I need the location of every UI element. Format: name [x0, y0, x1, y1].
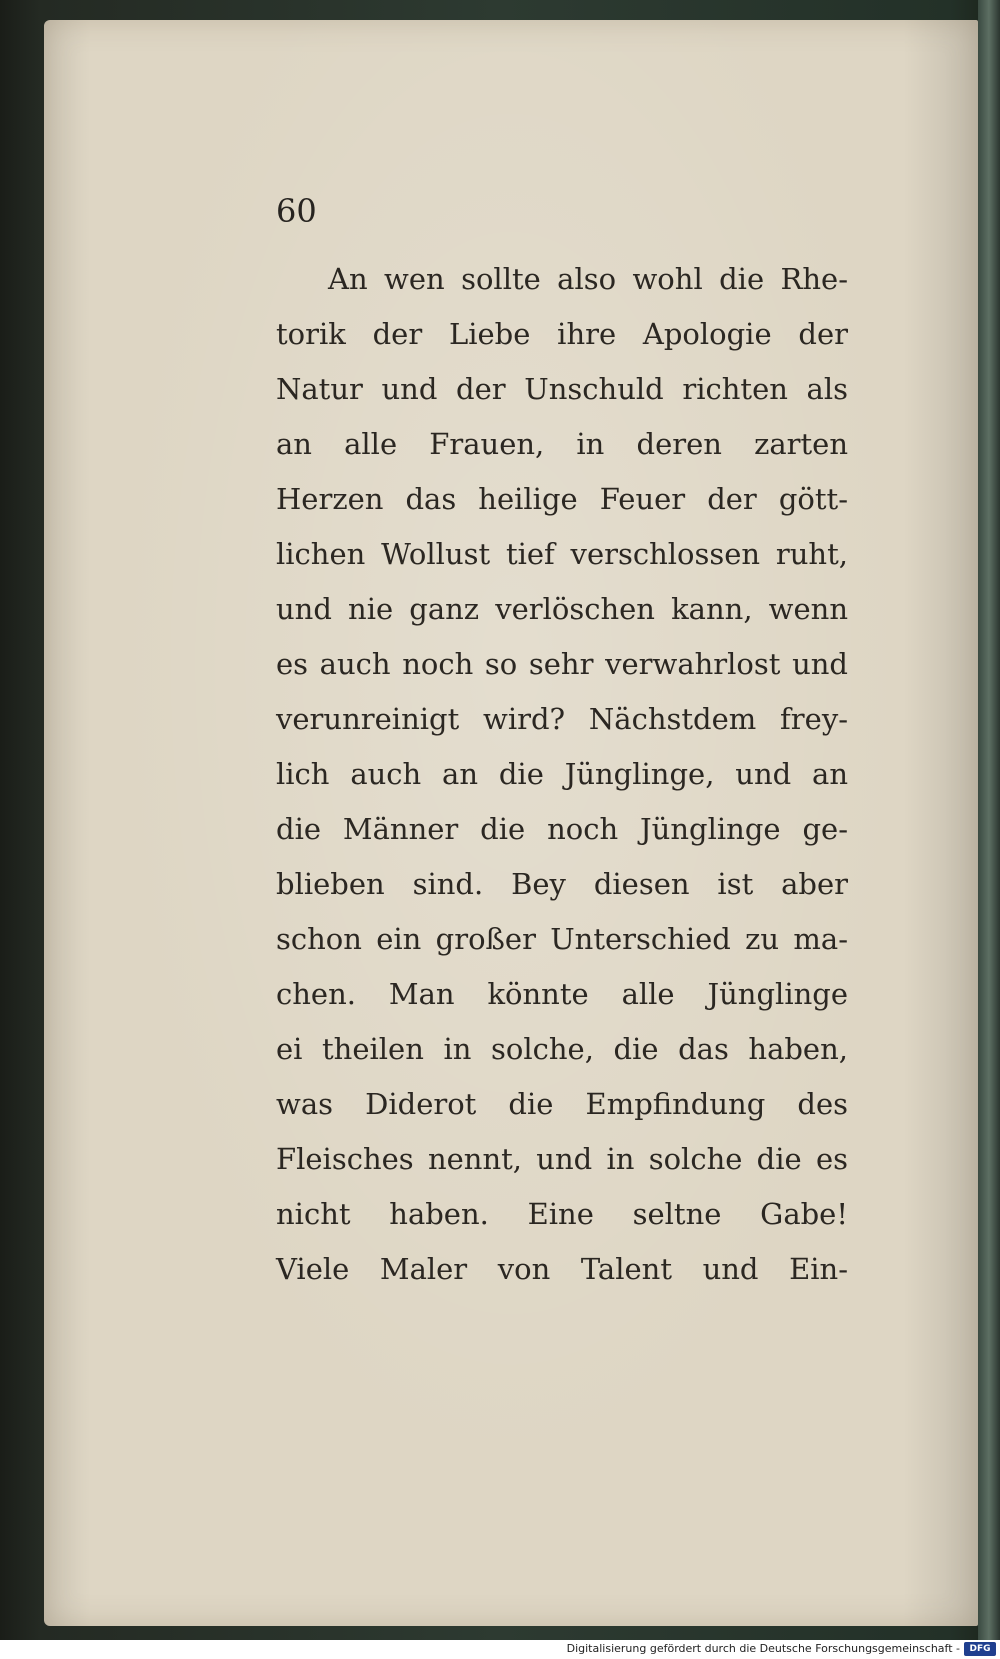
page-number: 60 [276, 192, 317, 230]
text-line: torik der Liebe ihre Apologie der [276, 317, 848, 351]
book-edge [978, 0, 1000, 1640]
text-line: blieben sind. Bey diesen ist aber [276, 867, 848, 901]
text-line: Natur und der Unschuld richten als [276, 372, 848, 406]
text-line: es auch noch so sehr verwahrlost und [276, 647, 848, 681]
text-line: die Männer die noch Jünglinge ge- [276, 812, 848, 846]
text-line: Fleisches nennt, und in solche die es [276, 1142, 848, 1176]
text-line: was Diderot die Empfindung des [276, 1087, 848, 1121]
funding-credit: Digitalisierung gefördert durch die Deutsche Forschungsgemeinschaft - [566, 1642, 960, 1655]
text-line: ei theilen in solche, die das haben, [276, 1032, 848, 1066]
text-line: Herzen das heilige Feuer der gött- [276, 482, 848, 516]
text-line: und nie ganz verlöschen kann, wenn [276, 592, 848, 626]
text-line: an alle Frauen, in deren zarten [276, 427, 848, 461]
text-line: nicht haben. Eine seltne Gabe! [276, 1197, 848, 1231]
text-line: schon ein großer Unterschied zu ma- [276, 922, 848, 956]
text-line: chen. Man könnte alle Jünglinge [276, 977, 848, 1011]
dfg-logo: DFG [964, 1642, 996, 1656]
text-line: Viele Maler von Talent und Ein- [276, 1252, 848, 1286]
footer-bar [0, 1640, 1000, 1659]
text-line: lichen Wollust tief verschlossen ruht, [276, 537, 848, 571]
text-line: verunreinigt wird? Nächstdem frey- [276, 702, 848, 736]
text-line: An wen sollte also wohl die Rhe- [328, 262, 848, 296]
page-text [276, 252, 848, 1297]
text-line: lich auch an die Jünglinge, und an [276, 757, 848, 791]
